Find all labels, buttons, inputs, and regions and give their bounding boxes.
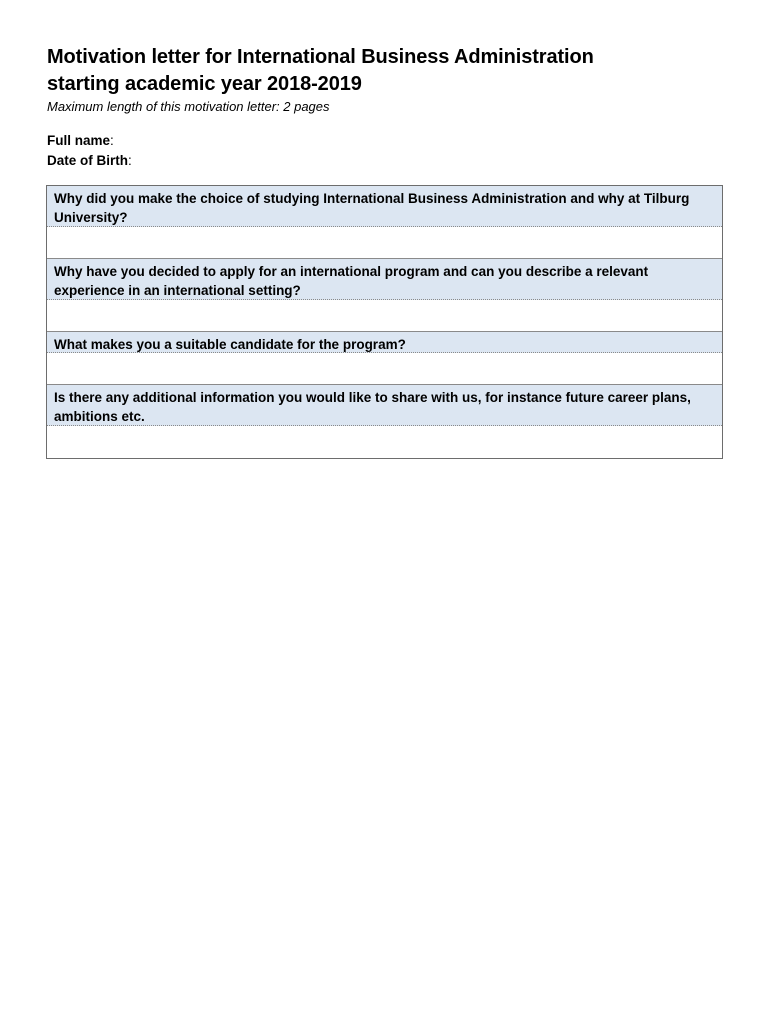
answer-field-3[interactable] <box>47 353 722 385</box>
document-subtitle: Maximum length of this motivation letter: 2 pages <box>47 99 330 114</box>
title-line-1: Motivation letter for International Business Administration <box>47 46 594 68</box>
document-header <box>47 44 727 116</box>
questions-table <box>46 185 723 459</box>
date-of-birth-label: Date of Birth <box>47 153 128 168</box>
answer-field-1[interactable] <box>47 227 722 259</box>
document-title <box>47 44 727 98</box>
question-row-4 <box>47 385 722 426</box>
question-row-2 <box>47 259 722 300</box>
question-row-3 <box>47 332 722 353</box>
personal-fields <box>47 131 727 171</box>
question-text-1: Why did you make the choice of studying International Business Administration and why at Tilburg University? <box>54 191 690 225</box>
full-name-separator: : <box>110 133 114 148</box>
date-of-birth-field[interactable] <box>47 151 727 171</box>
question-text-3: What makes you a suitable candidate for the program? <box>54 337 406 352</box>
title-line-2: starting academic year 2018-2019 <box>47 73 362 95</box>
answer-field-2[interactable] <box>47 300 722 332</box>
full-name-label: Full name <box>47 133 111 148</box>
full-name-field[interactable] <box>47 131 727 151</box>
date-of-birth-separator: : <box>128 153 132 168</box>
question-text-4: Is there any additional information you would like to share with us, for instance future career plans, ambitions etc. <box>54 390 691 424</box>
question-row-1 <box>47 186 722 227</box>
question-text-2: Why have you decided to apply for an international program and can you describe a relevant experience in an international setting? <box>54 264 649 298</box>
answer-field-4[interactable] <box>47 426 722 458</box>
